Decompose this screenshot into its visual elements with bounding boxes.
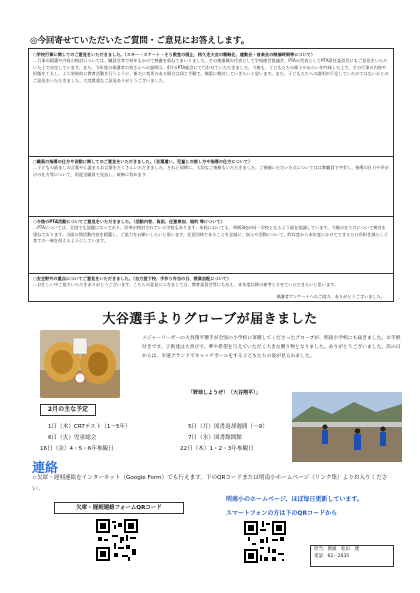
survey-question: ○安全野外の重点についてご意見をいただきました。（自力登下校、手作り弁当の日、教員加配について） <box>33 276 232 281</box>
glove-article-text: メジャーリーガーの大谷翔平選手が全国の小学校に寄贈してくださったグローブが、明南小学校にも届きました。お手紙付きです。子供達は大喜びで、夢や希望を与えていただく大きな贈り物となりました。ありがとうございました。次の日からは、早速グランドでキャッチボールをする子どもたちの姿が見られました。 <box>142 336 401 360</box>
schedule-title: 2月の主な予定 <box>40 404 96 416</box>
survey-box <box>28 48 394 302</box>
contact-text: ☆欠席・遅刻連絡をインターネット（Google Form）でも行えます。下のQRコードまたは明南小ホームページ（リンク集）よりお入りください。 <box>32 475 388 492</box>
survey-question: ○職員の指導の仕方や言動に関してのご意見をいただきました。（言葉遣い、児童との接し方や指導の仕方について） <box>33 159 253 164</box>
schedule-item: 5日（月）図書返却週間（〜9） <box>188 424 268 430</box>
form-qr-code[interactable] <box>96 519 138 561</box>
schedule-item: 16日（金）4・5・6年参観日 <box>40 446 114 452</box>
contact-heading: 連絡 <box>32 461 59 476</box>
survey-question: ○今後のPTA活動についてご意見をいただきました。（活動内容、負担、任意参加、規約 等について） <box>33 219 225 224</box>
homepage-qr-code[interactable] <box>244 521 286 563</box>
survey-title: ◎今回寄せていただいたご質問・ご意見にお答えします。 <box>30 36 250 46</box>
survey-answer: …PTAについては、全国でも話題になっており、改革が検討されている学校もあります。本校においても、明朔3校が同一学校となるよう現在協議しています。今後の在り方について検討を重ねております。当面の間活動内容を精選し、ご協力をお願いしたいと思います。任意団体であることを念頭に、加入や活動について、昨年度から本年度にかけてできるだけ負担を減らし子育ての一端を担えるようにしています。 <box>33 225 389 244</box>
glove-headline: 大谷選手よりグローブが届きました <box>102 312 318 327</box>
divider <box>29 216 393 217</box>
glove-photo <box>40 330 120 398</box>
schedule-item: 7日（水）図書館開館 <box>188 435 242 441</box>
divider <box>29 156 393 157</box>
homepage-qr-label: スマートフォンの方は下のQRコードから <box>226 510 338 517</box>
schedule-item: 1日（木）CRTテスト（1〜5年） <box>48 424 131 430</box>
divider <box>29 273 393 274</box>
survey-section-safety <box>33 276 389 289</box>
field-photo <box>292 392 402 462</box>
survey-answer: …行事の精選や内容の検討については、職員会等で何年もかけて熟慮を重ねてまいりました。その後地域の代表として学校運営協議会、PTAの代表としてPTA常任委員会にもご意見をいただいた上で決定しています。また、今年度の保護者の皆さんへの説明は、4月のPTA総会にて行わせていただきました。今後も、子どもたちの様子やねらいを吟味した上で、その行事の内容や形態を工夫し、より効果的に教育活動を行うように、新たに変更のある場合は同じ手順で、慎重に検討していきたいと思います。また、子どもたちへの説明が不足していたのではないかとのご意見をいただきました。大変貴重なご意見ありがとうございました。 <box>33 58 389 83</box>
survey-question: ○学校行事に関してのご意見をいただきました。（スキー・スケート・そり教室の廃止、持久走大会の簡略化、運動会・音楽会の開催時期等について） <box>33 52 316 57</box>
glove-motto: 「野球しようぜ！（大谷翔平）」 <box>188 390 261 396</box>
survey-answer: …子どもの励ましの言葉や心温まるお言葉をたくさんいただきました。それと同時に、大切なご指摘もいただきました。ご指摘いただいた点についてはは教職員で共有し、指導の仕方や声がけの仕方等について、再度全職員で見直し、研修に努めます。 <box>33 165 389 177</box>
form-qr-label: 欠席・遅刻連絡フォームQRコード <box>54 502 184 514</box>
survey-thanks: 保護者アンケートへのご協力、ありがとうございました。 <box>276 294 385 299</box>
schedule-item: 6日（火）児童総会 <box>48 435 97 441</box>
survey-section-staff <box>33 159 389 178</box>
schedule-item: 22日（木）1・2・3年参観日 <box>180 446 254 452</box>
survey-section-events <box>33 52 389 84</box>
contact-staff-box <box>310 545 394 567</box>
survey-section-pta <box>33 219 389 245</box>
survey-answer: …お忙しい中ご協力いただきありがとうございます。こちらの意見につきましては、教育委員会等にも伝え、来年度以降の参考とさせていただきたいと思います。 <box>33 282 339 288</box>
homepage-note: 明南小のホームページ、ほぼ毎日更新しています。 <box>226 496 363 503</box>
contact-staff-phone: 電話 62－2035 <box>314 553 350 559</box>
contact-staff-name: 担当：教頭 松田 透 <box>314 547 359 552</box>
